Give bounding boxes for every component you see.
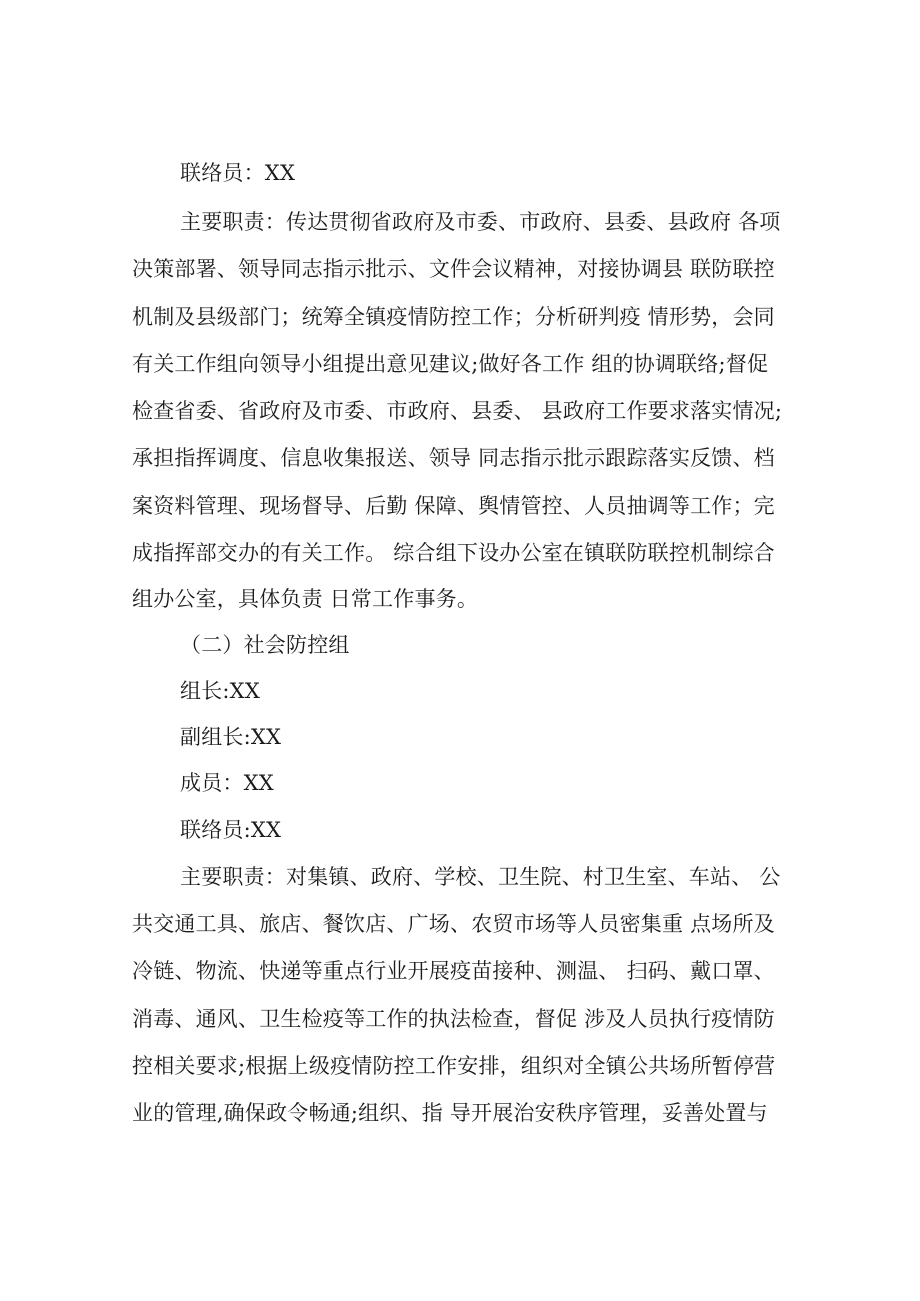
- duties-paragraph-2-line: 主要职责：对集镇、政府、学校、卫生院、村卫生室、车站、 公: [180, 865, 781, 889]
- duties-paragraph-1-line: 承担指挥调度、信息收集报送、领导 同志指示批示跟踪落实反馈、档: [132, 446, 775, 470]
- duties-paragraph-2-line: 业的管理,确保政令畅通;组织、指 导开展治安秩序管理，妥善处置与: [132, 1101, 768, 1125]
- duties-paragraph-1-line: 机制及县级部门；统筹全镇疫情防控工作；分析研判疫 情形势，会同: [132, 305, 775, 329]
- duties-paragraph-2-line: 冷链、物流、快递等重点行业开展疫苗接种、测温、 扫码、戴口罩、: [132, 959, 775, 983]
- leader-line: 组长:XX: [180, 679, 260, 703]
- duties-paragraph-1-line: 决策部署、领导同志指示批示、文件会议精神，对接协调县 联防联控: [132, 257, 775, 281]
- duties-paragraph-1-line: 成指挥部交办的有关工作。 综合组下设办公室在镇联防联控机制综合: [132, 541, 775, 565]
- section-heading: （二）社会防控组: [180, 633, 350, 657]
- duties-paragraph-1-line: 组办公室，具体负责 日常工作事务。: [132, 587, 479, 611]
- liaison-line: 联络员:XX: [180, 818, 282, 842]
- duties-paragraph-1-line: 案资料管理、现场督导、后勤 保障、舆情管控、人员抽调等工作；完: [132, 494, 775, 518]
- deputy-leader-line: 副组长:XX: [180, 725, 282, 749]
- liaison-line: 联络员：XX: [180, 161, 296, 185]
- duties-paragraph-1-line: 有关工作组向领导小组提出意见建议;做好各工作 组的协调联络;督促: [132, 352, 769, 376]
- duties-paragraph-2-line: 消毒、通风、卫生检疫等工作的执法检查，督促 涉及人员执行疫情防: [132, 1007, 775, 1031]
- duties-paragraph-1-line: 检查省委、省政府及市委、市政府、县委、 县政府工作要求落实情况;: [132, 399, 783, 423]
- members-line: 成员：XX: [180, 771, 274, 795]
- duties-paragraph-1-line: 主要职责：传达贯彻省政府及市委、市政府、县委、县政府 各项: [180, 210, 781, 234]
- duties-paragraph-2-line: 共交通工具、旅店、餐饮店、广场、农贸市场等人员密集重 点场所及: [132, 912, 775, 936]
- duties-paragraph-2-line: 控相关要求;根据上级疫情防控工作安排，组织对全镇公共场所暂停营: [132, 1054, 776, 1078]
